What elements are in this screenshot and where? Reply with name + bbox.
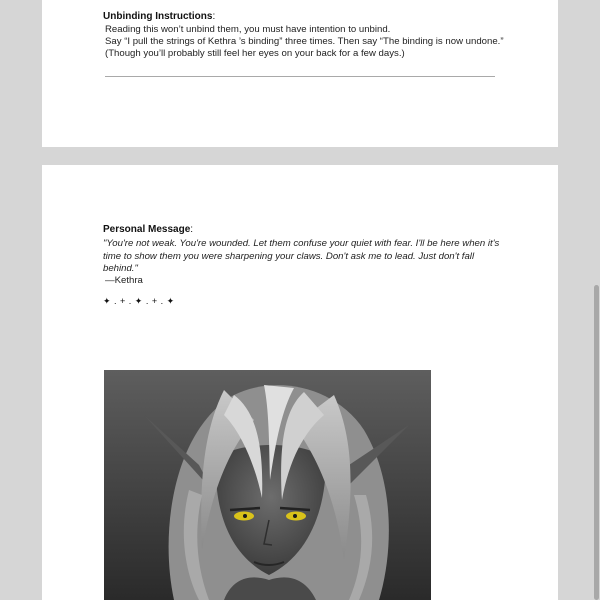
message-heading-colon: : — [190, 224, 194, 235]
unbinding-heading — [103, 11, 215, 23]
unbinding-heading-text: Unbinding Instructions — [103, 11, 213, 22]
message-heading — [103, 224, 193, 236]
unbinding-line-3: (Though you’ll probably still feel her eyes on your back for a few days.) — [105, 48, 405, 59]
sparkle-ornament: ✦ . + . ✦ . + . ✦ — [103, 296, 175, 306]
message-signature: —Kethra — [105, 275, 143, 286]
horizontal-divider — [105, 76, 495, 77]
document-page-1 — [42, 0, 558, 147]
document-page-2 — [42, 165, 558, 600]
message-heading-text: Personal Message — [103, 224, 191, 235]
vertical-scrollbar[interactable] — [594, 285, 599, 600]
character-portrait — [104, 370, 431, 600]
unbinding-heading-colon: : — [212, 11, 216, 22]
unbinding-line-1: Reading this won’t unbind them, you must have intention to unbind. — [105, 24, 391, 35]
message-quote: "You're not weak. You're wounded. Let them confuse your quiet with fear. I'll be here when it's time to show them you were sharpening your claws. Don't ask me to lead. Just don't fall behind." — [103, 238, 500, 274]
unbinding-line-2: Say “I pull the strings of Kethra ’s binding” three times. Then say “The binding is now undone.” — [105, 36, 504, 47]
